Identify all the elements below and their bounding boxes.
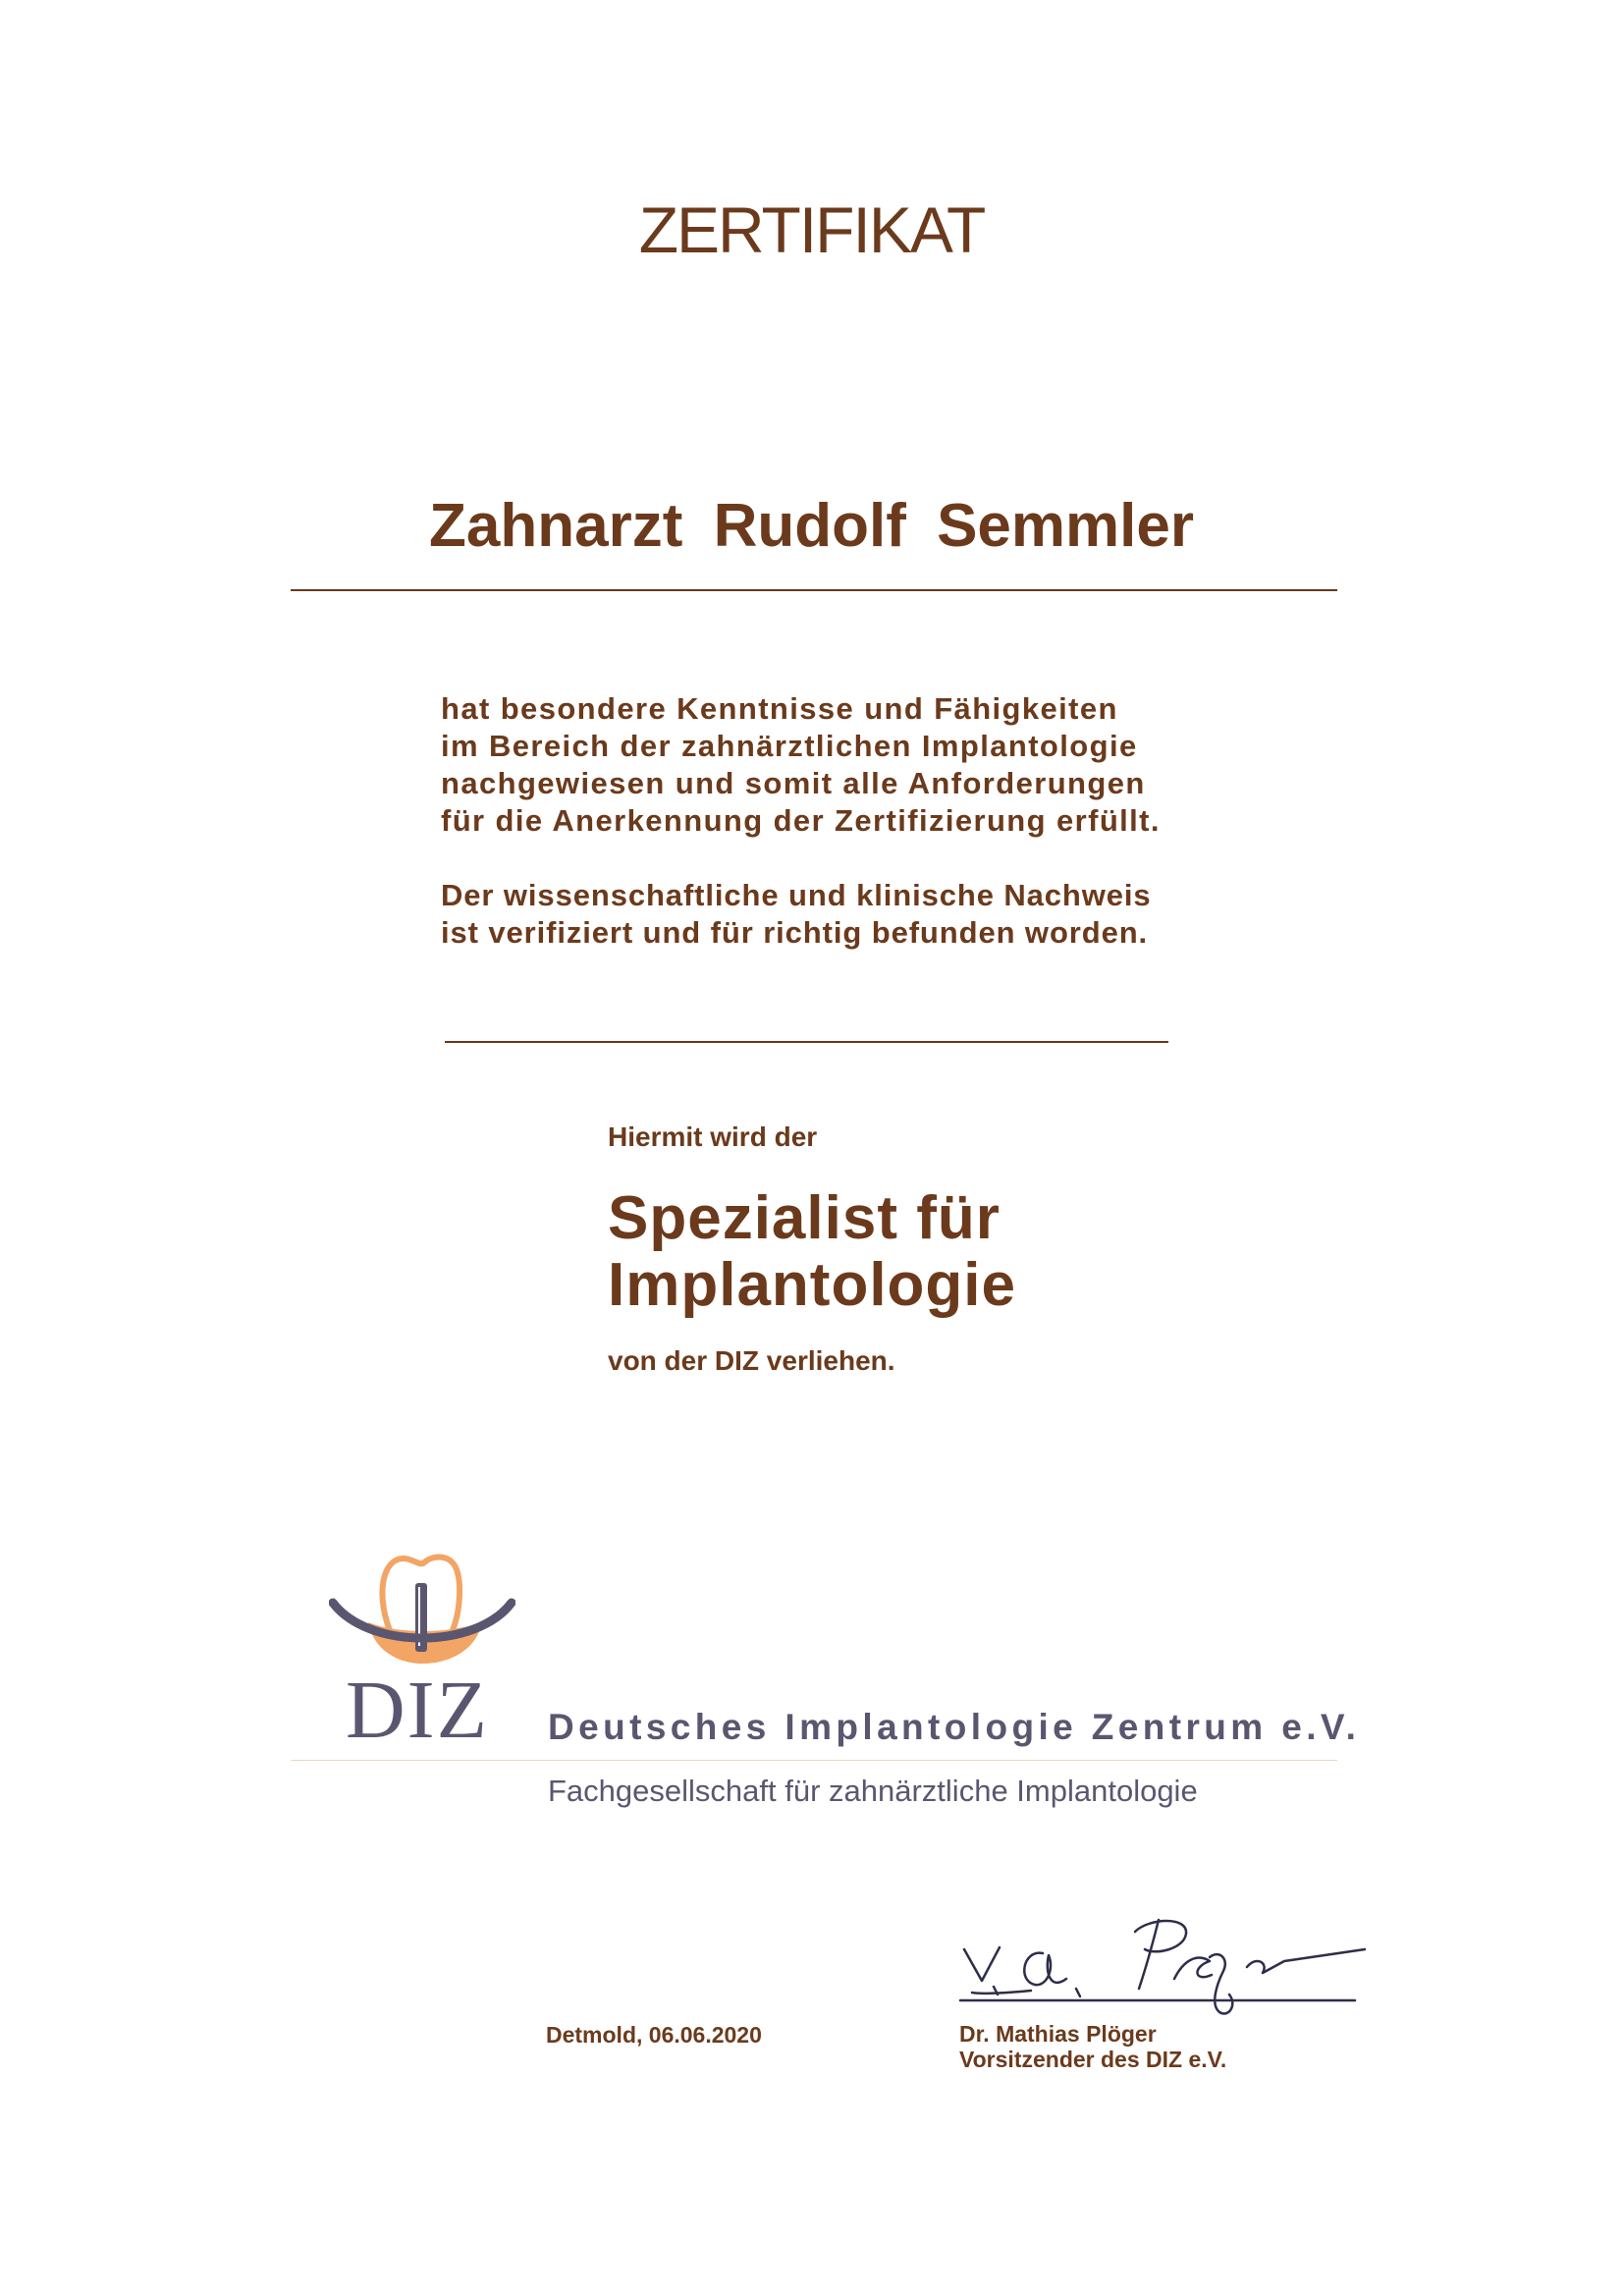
organization-name: Deutsches Implantologie Zentrum e.V. (548, 1707, 1361, 1747)
tooth-implant-logo-icon (329, 1532, 515, 1669)
achievement-line: hat besondere Kenntnisse und Fähigkeiten (441, 691, 1118, 726)
achievement-line: im Bereich der zahnärztlichen Implantologie (441, 729, 1138, 763)
award-intro: Hiermit wird der (608, 1121, 818, 1152)
verification-line: ist verifiziert und für richtig befunden worden. (441, 915, 1149, 950)
signer-name: Dr. Mathias Plöger (959, 2021, 1157, 2047)
place-and-date: Detmold, 06.06.2020 (546, 2022, 762, 2048)
awarded-title-line: Implantologie (608, 1251, 1016, 1319)
handwritten-signature-icon (952, 1910, 1384, 2028)
verification-line: Der wissenschaftliche und klinische Nachweis (441, 878, 1152, 912)
award-conferred: von der DIZ verliehen. (608, 1345, 895, 1376)
recipient-name: Zahnarzt Rudolf Semmler (429, 492, 1194, 560)
achievement-paragraph (441, 690, 1226, 840)
organization-divider (291, 1760, 1337, 1761)
recipient-underline (291, 589, 1337, 591)
achievement-line: für die Anerkennung der Zertifizierung erfüllt. (441, 803, 1161, 838)
awarded-title (608, 1185, 1016, 1319)
signer-role: Vorsitzender des DIZ e.V. (959, 2047, 1227, 2072)
certificate-title: ZERTIFIKAT (638, 193, 985, 266)
logo-wordmark: DIZ (346, 1665, 489, 1756)
achievement-line: nachgewiesen und somit alle Anforderungen (441, 766, 1146, 800)
section-divider (445, 1041, 1168, 1043)
awarded-title-line: Spezialist für (608, 1184, 1001, 1252)
verification-paragraph (441, 877, 1226, 952)
organization-subtitle: Fachgesellschaft für zahnärztliche Implantologie (548, 1774, 1198, 1808)
